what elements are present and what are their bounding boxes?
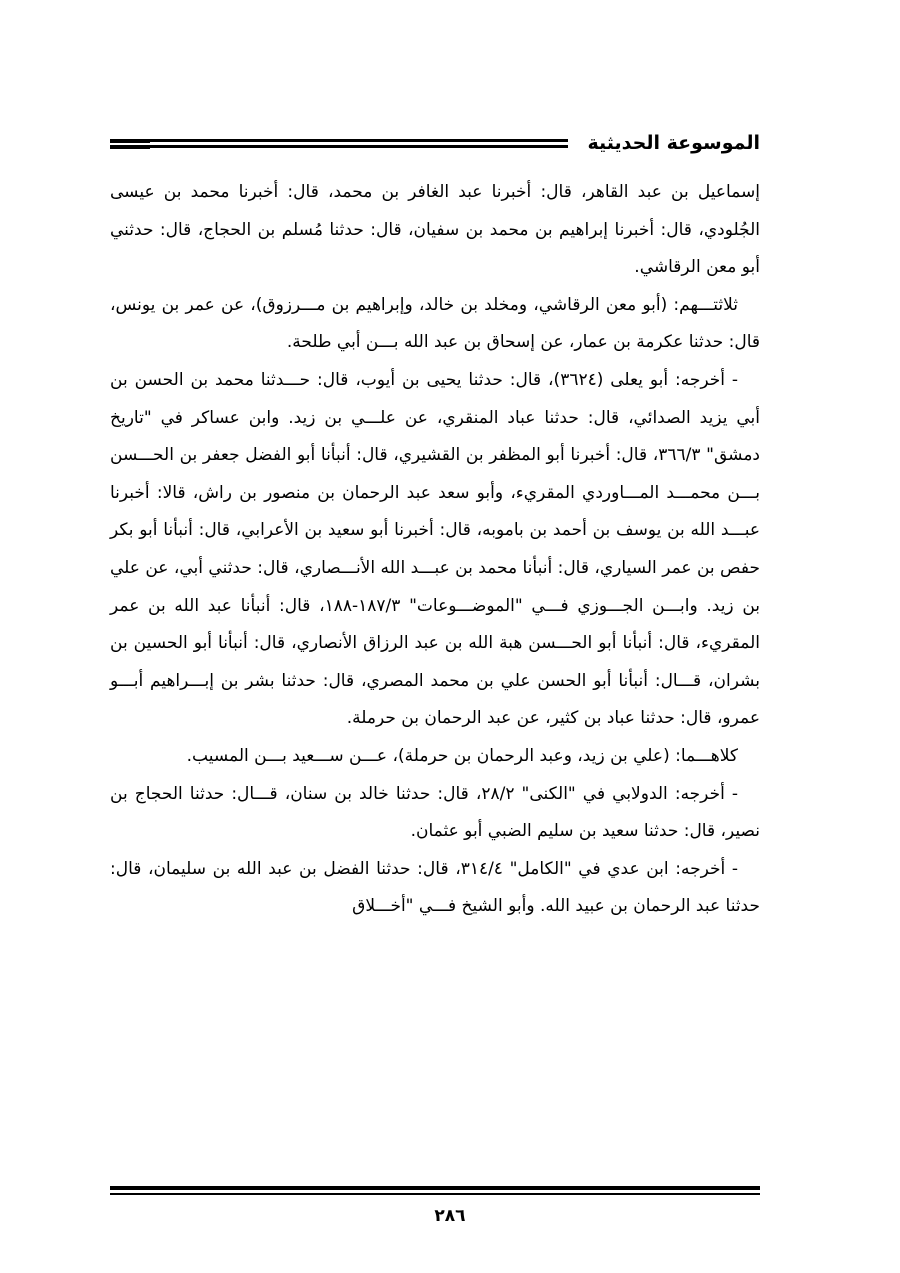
running-header (110, 126, 760, 160)
paragraph-1: إسماعيل بن عبد القاهر، قال: أخبرنا عبد الغافر بن محمد، قال: أخبرنا محمد بن عيسى الجُلودي، قال: أخبرنا إبراهيم بن محمد بن سفيان، قال: حدثنا مُسلم بن الحجاج، قال: حدثني أبو معن الرقاشي. (110, 182, 760, 278)
paragraph-3: - أخرجه: أبو يعلى (٣٦٢٤)، قال: حدثنا يحيى بن أيوب، قال: حـــدثنا محمد بن الحسن بن أبي يزيد الصدائي، قال: حدثنا عباد المنقري، عن علـــي بن زيد. وابن عساكر في "تاريخ دمشق" ٣٦٦/٣، قال: أخبرنا أبو المظفر بن القشيري، قال: أنبأنا أبو الفضل جعفر بن الحـــسن بـــن محمـــد المـــاوردي المقريء، وأبو سعد عبد الرحمان بن منصور بن راش، قالا: أخبرنا عبـــد الله بن يوسف بن أحمد بن باموبه، قال: أخبرنا أبو سعيد بن الأعرابي، قال: أنبأنا أبو بكر حفص بن عمر السياري، قال: أنبأنا محمد بن عبـــد الله الأنـــصاري، قال: حدثني أبي، عن علي بن زيد. وابـــن الجـــوزي فـــي "الموضـــوعات" ١٨٧/٣-١٨٨، قال: أنبأنا عبد الله بن عمر المقريء، قال: أنبأنا أبو الحـــسن هبة الله بن عبد الرزاق الأنصاري، قال: أنبأنا أبو الحسين بن بشران، قـــال: أنبأنا أبو الحسن علي بن محمد المصري، قال: حدثنا بشر بن إبـــراهيم أبـــو عمرو، قال: حدثنا عباد بن كثير، عن عبد الرحمان بن حرملة. (110, 369, 760, 729)
paragraph-6: - أخرجه: ابن عدي في "الكامل" ٣١٤/٤، قال: حدثنا الفضل بن عبد الله بن سليمان، قال: حدثنا عبد الرحمان بن عبيد الله. وأبو الشيخ فـــي "أخـــلاق (110, 858, 760, 917)
paragraph-5: - أخرجه: الدولابي في "الكنى" ٢٨/٢، قال: حدثنا خالد بن سنان، قـــال: حدثنا الحجاج بن نصير، قال: حدثنا سعيد بن سليم الضبي أبو عثمان. (110, 783, 760, 842)
paragraph-4: كلاهـــما: (علي بن زيد، وعبد الرحمان بن حرملة)، عـــن ســـعيد بـــن المسيب. (186, 745, 738, 766)
header-rule-short (110, 140, 150, 149)
footer-rule-thick (110, 1186, 760, 1190)
header-rule-long (110, 139, 568, 148)
page-body (110, 174, 760, 926)
paragraph-2: ثلاثتـــهم: (أبو معن الرقاشي، ومخلد بن خالد، وإبراهيم بن مـــرزوق)، عن عمر بن يونس، قال: حدثنا عكرمة بن عمار، عن إسحاق بن عبد الله بـــن أبي طلحة. (110, 294, 760, 353)
footer-rule (110, 1186, 760, 1195)
footer-rule-thin (110, 1193, 760, 1195)
page-number: ٢٨٦ (434, 1206, 466, 1226)
header-title: الموسوعة الحديثية (587, 132, 760, 154)
